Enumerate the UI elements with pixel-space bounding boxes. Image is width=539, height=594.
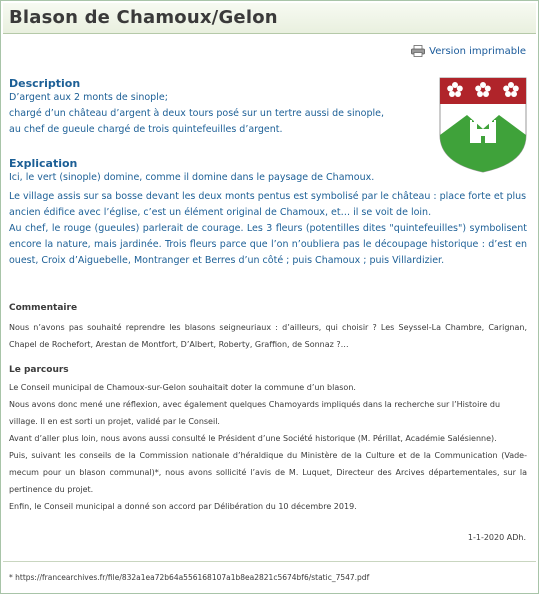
print-version-link[interactable] [411, 45, 526, 57]
signature-date: 1-1-2020 ADh. [467, 533, 526, 542]
description-line: D’argent aux 2 monts de sinople; [9, 92, 168, 103]
commentaire-section [9, 303, 527, 353]
parcours-paragraph: Avant d’aller plus loin, nous avons aussi consulté le Président d’une Société historique (M. Périllat, Académie Salésienne). [9, 434, 497, 443]
footer-divider [3, 561, 536, 562]
commentaire-heading: Commentaire [9, 303, 78, 313]
parcours-paragraph: Puis, suivant les conseils de la Commission nationale d’héraldique du Ministère de la Culture et de la Communication (Vade-mecum pour un blason communal)*, nous avons sollicité l’avis de M. Luquet, Directeur des Arcives départementales, sur la pertinence du projet. [9, 451, 527, 494]
explication-heading-section [9, 157, 439, 186]
parcours-paragraph: Nous avons donc mené une réflexion, avec également quelques Chamoyards impliqués dans la recherche sur l’Histoire du village. Il en est sorti un projet, validé par le Conseil. [9, 400, 501, 426]
description-line: au chef de gueule chargé de trois quintefeuilles d’argent. [9, 124, 283, 135]
parcours-heading: Le parcours [9, 365, 69, 375]
parcours-paragraph: Enfin, le Conseil municipal a donné son accord par Délibération du 10 décembre 2019. [9, 502, 357, 511]
description-heading: Description [9, 77, 81, 90]
title-bar [3, 3, 536, 34]
parcours-paragraph: Le Conseil municipal de Chamoux-sur-Gelon souhaitait doter la commune d’un blason. [9, 383, 356, 392]
explication-line: Ici, le vert (sinople) domine, comme il domine dans le paysage de Chamoux. [9, 172, 375, 183]
print-version-label: Version imprimable [429, 45, 526, 57]
description-line: chargé d’un château d’argent à deux tours posé sur un tertre aussi de sinople, [9, 108, 384, 119]
explication-paragraph: Au chef, le rouge (gueules) parlerait de courage. Les 3 fleurs (potentilles dites "quintefeuilles") symbolisent encore la nature, mais jardinée. Trois fleurs parce que l’on n’oubliera pas le découpage historique : d’est en ouest, Croix d’Aiguebelle, Montranger et Berres d’un côté ; puis Chamoux ; puis Villardizier. [9, 223, 527, 266]
printer-icon [411, 45, 425, 57]
coat-of-arms-icon [439, 77, 527, 173]
explication-heading: Explication [9, 157, 78, 170]
footnote-link[interactable]: * https://francearchives.fr/file/832a1ea72b64a556168107a1b8ea2821c5674bf6/static_7547.pdf [9, 573, 370, 582]
explication-paragraph: Le village assis sur sa bosse devant les deux monts pentus est symbolisé par le château : place forte et plus ancien édifice avec l’église, c’est un élément original de Chamoux, et… il se voit de loin. [9, 191, 527, 218]
description-section [9, 77, 429, 138]
commentaire-text: Nous n’avons pas souhaité reprendre les blasons seigneuriaux : d’ailleurs, qui choisir ? Les Seyssel-La Chambre, Carignan, Chapel de Rochefort, Arestan de Montfort, D’Albert, Roberty, Graffion, de Sonnaz ?… [9, 323, 527, 349]
explication-section [9, 189, 527, 269]
page-title: Blason de Chamoux/Gelon [9, 7, 278, 28]
parcours-section [9, 365, 527, 515]
